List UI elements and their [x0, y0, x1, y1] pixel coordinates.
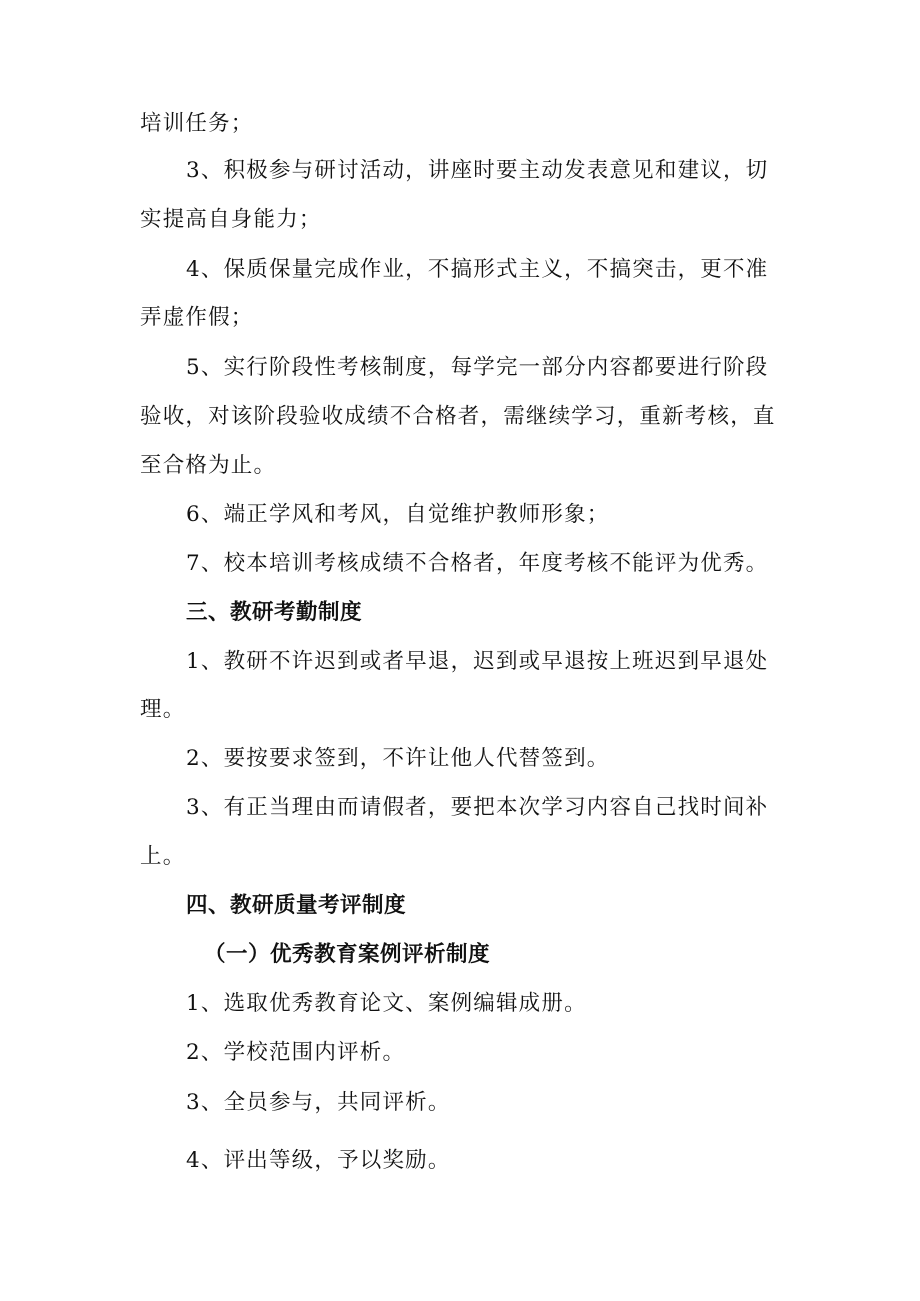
- section-heading: 四、教研质量考评制度: [186, 893, 407, 918]
- text-line: 3、全员参与，共同评析。: [186, 1090, 451, 1115]
- section-heading: 三、教研考勤制度: [186, 600, 363, 625]
- text-line: 4、保质保量完成作业，不搞形式主义，不搞突击，更不准: [186, 257, 769, 282]
- subsection-heading: （一）优秀教育案例评析制度: [204, 942, 491, 967]
- text-line: 3、积极参与研讨活动，讲座时要主动发表意见和建议，切: [186, 158, 769, 183]
- text-line: 7、校本培训考核成绩不合格者，年度考核不能评为优秀。: [186, 551, 769, 576]
- text-line: 上。: [140, 844, 186, 869]
- text-line: 实提高自身能力；: [140, 207, 322, 232]
- text-line: 至合格为止。: [140, 453, 277, 478]
- text-line: 2、要按要求签到，不许让他人代替签到。: [186, 746, 610, 771]
- text-line: 2、学校范围内评析。: [186, 1040, 406, 1065]
- text-line: 3、有正当理由而请假者，要把本次学习内容自己找时间补: [186, 795, 769, 820]
- text-line: 验收，对该阶段验收成绩不合格者，需继续学习，重新考核，直: [140, 404, 776, 429]
- text-line: 1、教研不许迟到或者早退，迟到或早退按上班迟到早退处: [186, 649, 769, 674]
- text-line: 培训任务；: [140, 111, 254, 136]
- text-line: 弄虚作假；: [140, 305, 254, 330]
- text-line: 1、选取优秀教育论文、案例编辑成册。: [186, 991, 587, 1016]
- text-line: 5、实行阶段性考核制度，每学完一部分内容都要进行阶段: [186, 355, 769, 380]
- text-line: 理。: [140, 697, 186, 722]
- text-line: 4、评出等级，予以奖励。: [186, 1148, 451, 1173]
- text-line: 6、端正学风和考风，自觉维护教师形象；: [186, 502, 610, 527]
